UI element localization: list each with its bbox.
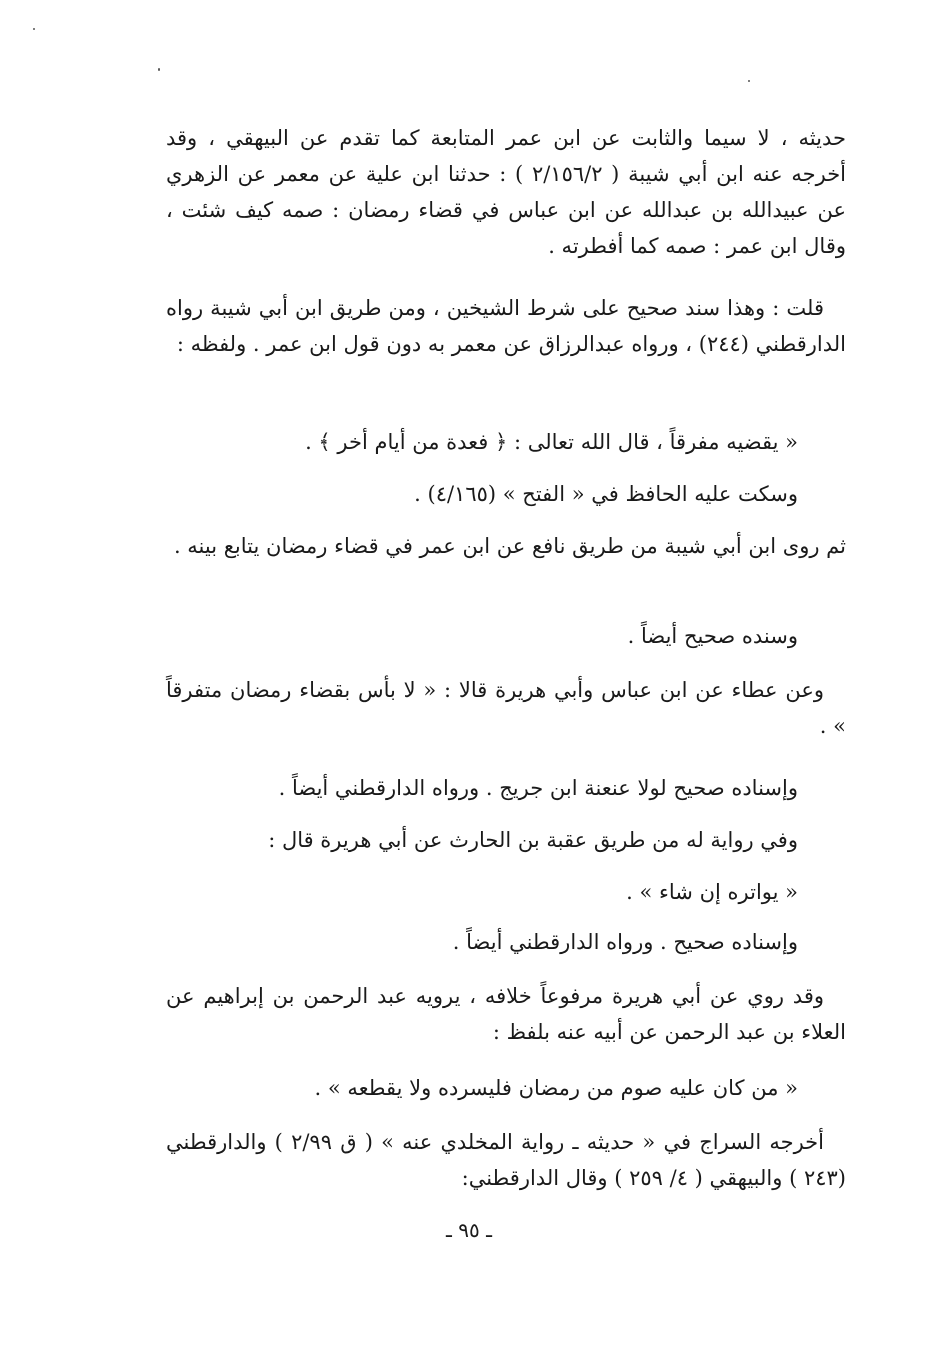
paragraph-4: ثم روى ابن أبي شيبة من طريق نافع عن ابن عمر في قضاء رمضان يتابع بينه . [173, 534, 846, 558]
paragraph-8: وفي رواية له من طريق عقبة بن الحارث عن أبي هريرة قال : [268, 828, 798, 852]
page-number: ـ ٩٥ ـ [446, 1218, 492, 1242]
paragraph-3: وسكت عليه الحافظ في « الفتح » (٤/١٦٥) . [414, 482, 798, 506]
quote-1: « يقضيه مفرقاً ، قال الله تعالى : ﴿ فعدة من أيام أخر ﴾ . [305, 430, 798, 454]
paragraph-6: وعن عطاء عن ابن عباس وأبي هريرة قالا : « لا بأس بقضاء رمضان متفرقاً » . [166, 678, 846, 738]
quote-3: « من كان عليه صوم من رمضان فليسرده ولا يقطعه » . [314, 1076, 798, 1100]
scan-speck [748, 80, 750, 82]
scan-speck [158, 68, 160, 71]
paragraph-7: وإسناده صحيح لولا عنعنة ابن جريج . ورواه الدارقطني أيضاً . [278, 776, 798, 800]
paragraph-10: وقد روي عن أبي هريرة مرفوعاً خلافه ، يرويه عبد الرحمن بن إبراهيم عن العلاء بن عبد الرحمن عن أبيه عنه بلفظ : [166, 984, 846, 1044]
quote-2: « يواتره إن شاء » . [626, 880, 798, 904]
scan-speck [33, 28, 35, 30]
paragraph-1: حديثه ، لا سيما والثابت عن ابن عمر المتابعة كما تقدم عن البيهقي ، وقد أخرجه عنه ابن أبي شيبة ( ٢/١٥٦/٢ ) : حدثنا ابن علية عن معمر عن الزهري عن عبيدالله بن عبدالله عن ابن عباس في قضاء رمضان : صمه كيف شئت ، وقال ابن عمر : صمه كما أفطرته . [166, 126, 847, 258]
paragraph-9: وإسناده صحيح . ورواه الدارقطني أيضاً . [452, 930, 798, 954]
paragraph-5: وسنده صحيح أيضاً . [627, 624, 798, 648]
paragraph-11: أخرجه السراج في « حديثه ـ رواية المخلدي عنه » ( ق ٢/٩٩ ) والدارقطني (٢٤٣ ) والبيهقي ( ٤/ ٢٥٩ ) وقال الدارقطني: [166, 1130, 846, 1190]
paragraph-2: قلت : وهذا سند صحيح على شرط الشيخين ، ومن طريق ابن أبي شيبة رواه الدارقطني (٢٤٤) ، ورواه عبدالرزاق عن معمر به دون قول ابن عمر . ولفظه : [166, 296, 846, 356]
